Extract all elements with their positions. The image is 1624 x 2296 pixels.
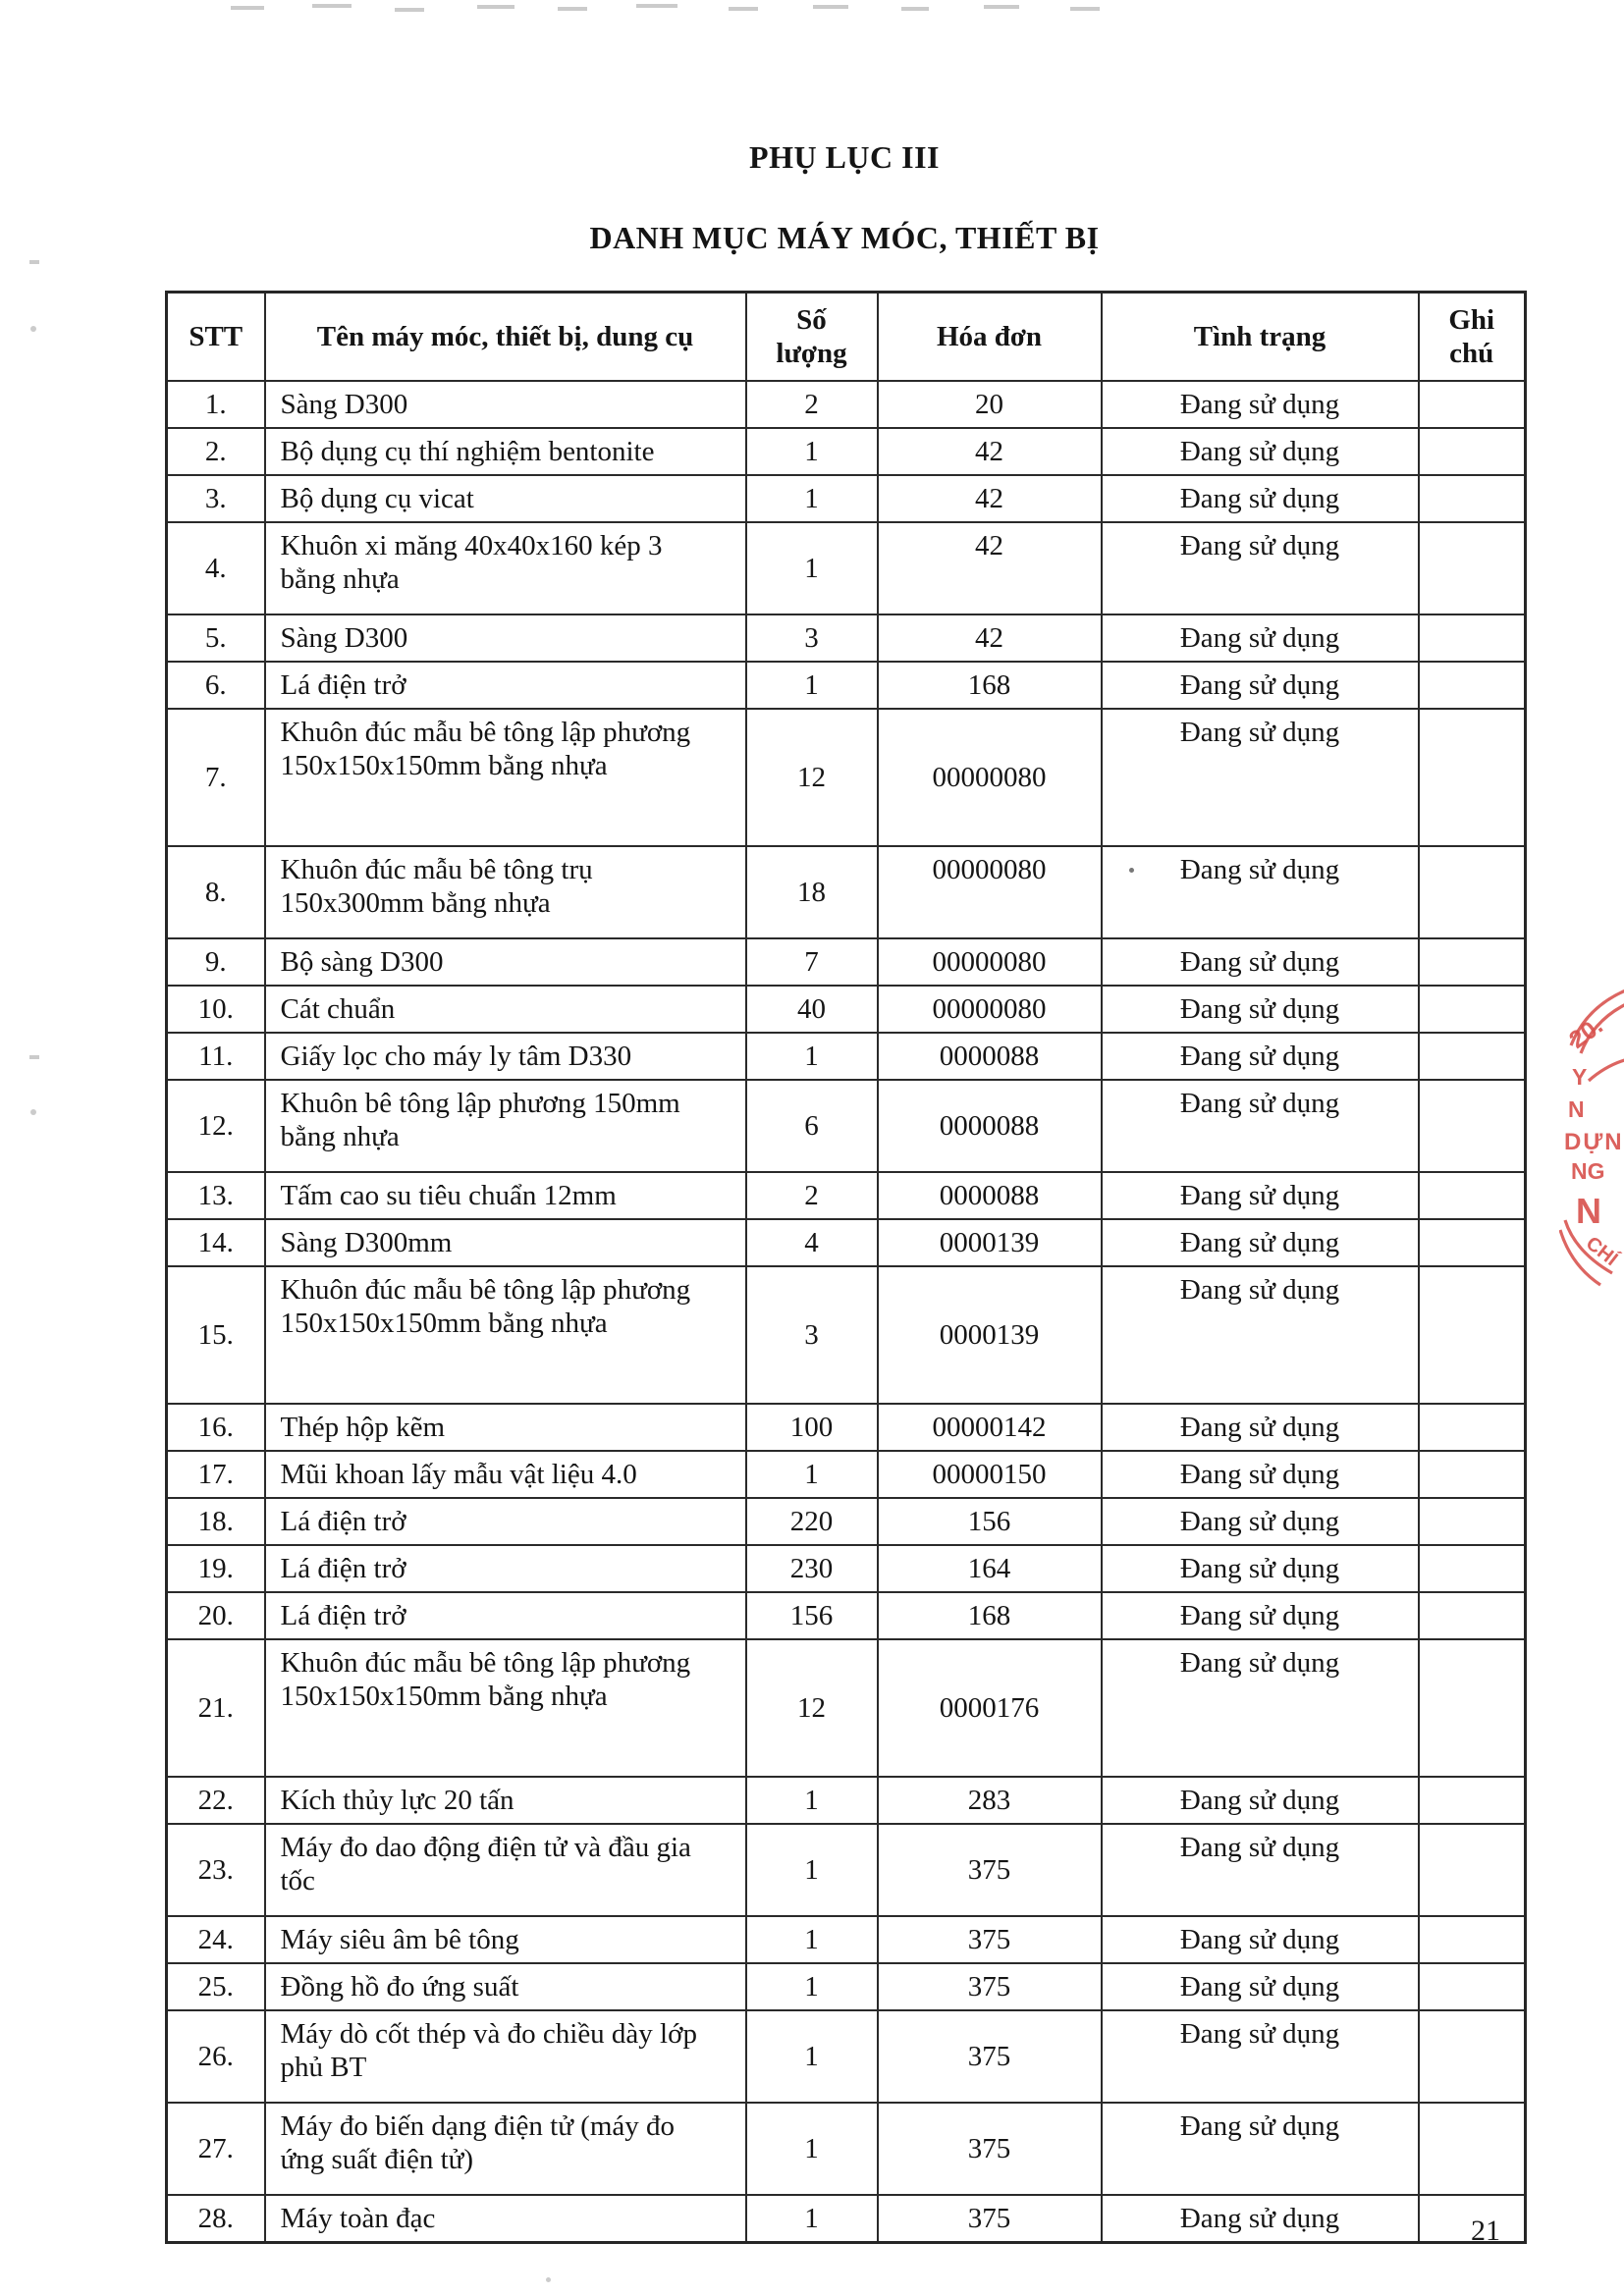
note-value — [1419, 2103, 1526, 2195]
header-name: Tên máy móc, thiết bị, dung cụ — [265, 293, 746, 382]
quantity-value: 3 — [746, 1266, 878, 1404]
invoice-number: 168 — [878, 662, 1102, 709]
note-value — [1419, 1404, 1526, 1451]
status-value: Đang sử dụng — [1102, 1777, 1419, 1824]
status-value: Đang sử dụng — [1102, 1498, 1419, 1545]
status-value: Đang sử dụng — [1102, 986, 1419, 1033]
status-value: Đang sử dụng — [1102, 522, 1419, 614]
stamp-text-line1: Y — [1572, 1064, 1588, 1090]
row-number: 5. — [167, 614, 265, 662]
status-value: Đang sử dụng — [1102, 1080, 1419, 1172]
table-row — [167, 1592, 1526, 1639]
note-value — [1419, 1080, 1526, 1172]
table-row — [167, 614, 1526, 662]
stamp-outer-ring-arc2 — [1581, 1003, 1624, 1053]
note-value — [1419, 381, 1526, 428]
equipment-name: Bộ dụng cụ thí nghiệm bentonite — [265, 428, 746, 475]
status-value: Đang sử dụng — [1102, 1639, 1419, 1777]
invoice-number: 168 — [878, 1592, 1102, 1639]
note-value — [1419, 662, 1526, 709]
quantity-value: 1 — [746, 428, 878, 475]
quantity-value: 1 — [746, 2010, 878, 2103]
status-value: Đang sử dụng — [1102, 2010, 1419, 2103]
quantity-value: 156 — [746, 1592, 878, 1639]
quantity-value: 12 — [746, 709, 878, 846]
quantity-value: 1 — [746, 1963, 878, 2010]
invoice-number: 375 — [878, 2010, 1102, 2103]
quantity-value: 12 — [746, 1639, 878, 1777]
equipment-name: Lá điện trở — [265, 1592, 746, 1639]
status-value: Đang sử dụng — [1102, 1219, 1419, 1266]
header-note-label: Ghi chú — [1448, 304, 1495, 369]
note-value — [1419, 1498, 1526, 1545]
note-value — [1419, 1266, 1526, 1404]
row-number: 7. — [167, 709, 265, 846]
equipment-table — [165, 291, 1527, 2244]
scan-artifact — [813, 5, 848, 9]
stamp-text-line3: DỰN — [1564, 1129, 1624, 1155]
invoice-number: 0000088 — [878, 1033, 1102, 1080]
invoice-number: 164 — [878, 1545, 1102, 1592]
row-number: 16. — [167, 1404, 265, 1451]
row-number: 28. — [167, 2195, 265, 2243]
document-title: DANH MỤC MÁY MÓC, THIẾT BỊ — [589, 220, 1100, 255]
scan-artifact — [984, 5, 1019, 9]
row-number: 12. — [167, 1080, 265, 1172]
status-value: Đang sử dụng — [1102, 381, 1419, 428]
invoice-number: 42 — [878, 475, 1102, 522]
quantity-value: 1 — [746, 2103, 878, 2195]
status-value: Đang sử dụng — [1102, 662, 1419, 709]
header-note — [1419, 293, 1526, 382]
row-number: 13. — [167, 1172, 265, 1219]
scan-artifact — [636, 4, 677, 8]
note-value — [1419, 709, 1526, 846]
status-value: Đang sử dụng — [1102, 2103, 1419, 2195]
equipment-name: Sàng D300 — [265, 614, 746, 662]
quantity-value: 1 — [746, 1824, 878, 1916]
table-row — [167, 381, 1526, 428]
note-value — [1419, 1033, 1526, 1080]
row-number: 4. — [167, 522, 265, 614]
note-value — [1419, 1451, 1526, 1498]
note-value — [1419, 1219, 1526, 1266]
status-value: Đang sử dụng — [1102, 1451, 1419, 1498]
table-row — [167, 1033, 1526, 1080]
invoice-number: 375 — [878, 1916, 1102, 1963]
quantity-value: 1 — [746, 1916, 878, 1963]
status-value: Đang sử dụng — [1102, 1963, 1419, 2010]
equipment-name: Máy siêu âm bê tông — [265, 1916, 746, 1963]
invoice-number: 42 — [878, 522, 1102, 614]
equipment-name: Khuôn xi măng 40x40x160 kép 3 bằng nhựa — [265, 522, 746, 614]
scan-artifact — [30, 326, 36, 332]
equipment-name: Khuôn đúc mẫu bê tông trụ 150x300mm bằng nhựa — [265, 846, 746, 938]
row-number: 9. — [167, 938, 265, 986]
status-value: Đang sử dụng — [1102, 1592, 1419, 1639]
invoice-number: 0000139 — [878, 1266, 1102, 1404]
table-row — [167, 1219, 1526, 1266]
equipment-name: Sàng D300mm — [265, 1219, 746, 1266]
quantity-value: 220 — [746, 1498, 878, 1545]
note-value — [1419, 1592, 1526, 1639]
table-row — [167, 662, 1526, 709]
status-value: Đang sử dụng — [1102, 475, 1419, 522]
invoice-number: 00000080 — [878, 709, 1102, 846]
invoice-number: 0000088 — [878, 1172, 1102, 1219]
row-number: 19. — [167, 1545, 265, 1592]
note-value — [1419, 475, 1526, 522]
row-number: 22. — [167, 1777, 265, 1824]
stamp-bottom-ring-arc — [1565, 1220, 1612, 1273]
stamp-text-line2: N — [1568, 1096, 1585, 1122]
scan-artifact — [1070, 7, 1100, 11]
invoice-number: 375 — [878, 1963, 1102, 2010]
quantity-value: 1 — [746, 1451, 878, 1498]
stamp-initial-text: N — [1576, 1191, 1601, 1231]
equipment-name: Máy dò cốt thép và đo chiều dày lớp phủ BT — [265, 2010, 746, 2103]
equipment-name: Lá điện trở — [265, 1498, 746, 1545]
equipment-name: Lá điện trở — [265, 1545, 746, 1592]
stamp-bottom-ring-arc2 — [1560, 1230, 1600, 1285]
row-number: 25. — [167, 1963, 265, 2010]
stamp-text-line4: NG — [1571, 1158, 1605, 1184]
header-quantity — [746, 293, 878, 382]
table-row — [167, 1777, 1526, 1824]
invoice-number: 0000088 — [878, 1080, 1102, 1172]
equipment-name: Bộ sàng D300 — [265, 938, 746, 986]
status-value: Đang sử dụng — [1102, 1172, 1419, 1219]
equipment-name: Lá điện trở — [265, 662, 746, 709]
row-number: 20. — [167, 1592, 265, 1639]
equipment-name: Máy đo biến dạng điện tử (máy đo ứng suất điện tử) — [265, 2103, 746, 2195]
row-number: 3. — [167, 475, 265, 522]
stamp-arc-text: CHÍ — [1581, 1232, 1622, 1271]
row-number: 26. — [167, 2010, 265, 2103]
invoice-number: 00000080 — [878, 846, 1102, 938]
quantity-value: 7 — [746, 938, 878, 986]
table-header-row — [167, 293, 1526, 382]
invoice-number: 00000080 — [878, 986, 1102, 1033]
scan-artifact — [29, 260, 39, 264]
note-value — [1419, 1963, 1526, 2010]
table-row — [167, 522, 1526, 614]
row-number: 18. — [167, 1498, 265, 1545]
table-row — [167, 1916, 1526, 1963]
equipment-name: Khuôn đúc mẫu bê tông lập phương 150x150x150mm bằng nhựa — [265, 1266, 746, 1404]
note-value — [1419, 986, 1526, 1033]
scan-artifact — [729, 7, 758, 11]
table-row — [167, 1172, 1526, 1219]
scan-artifact — [558, 7, 587, 11]
note-value — [1419, 614, 1526, 662]
table-row — [167, 938, 1526, 986]
row-number: 21. — [167, 1639, 265, 1777]
status-value: Đang sử dụng — [1102, 846, 1419, 938]
status-value: Đang sử dụng — [1102, 2195, 1419, 2243]
header-quantity-label: Số lượng — [776, 304, 847, 369]
equipment-name: Cát chuẩn — [265, 986, 746, 1033]
status-value: Đang sử dụng — [1102, 614, 1419, 662]
row-number: 17. — [167, 1451, 265, 1498]
note-value — [1419, 1172, 1526, 1219]
invoice-number: 00000142 — [878, 1404, 1102, 1451]
row-number: 15. — [167, 1266, 265, 1404]
invoice-number: 0000139 — [878, 1219, 1102, 1266]
invoice-number: 42 — [878, 614, 1102, 662]
scan-artifact — [477, 5, 514, 9]
note-value — [1419, 846, 1526, 938]
quantity-value: 230 — [746, 1545, 878, 1592]
quantity-value: 40 — [746, 986, 878, 1033]
note-value — [1419, 1916, 1526, 1963]
table-row — [167, 1963, 1526, 2010]
equipment-name: Sàng D300 — [265, 381, 746, 428]
row-number: 14. — [167, 1219, 265, 1266]
status-value: Đang sử dụng — [1102, 938, 1419, 986]
invoice-number: 00000080 — [878, 938, 1102, 986]
invoice-number: 375 — [878, 2195, 1102, 2243]
row-number: 11. — [167, 1033, 265, 1080]
quantity-value: 1 — [746, 662, 878, 709]
table-row — [167, 1545, 1526, 1592]
note-value — [1419, 522, 1526, 614]
note-value — [1419, 428, 1526, 475]
note-value — [1419, 938, 1526, 986]
status-value: Đang sử dụng — [1102, 709, 1419, 846]
note-value — [1419, 1777, 1526, 1824]
invoice-number: 375 — [878, 1824, 1102, 1916]
row-number: 2. — [167, 428, 265, 475]
status-value: Đang sử dụng — [1102, 1404, 1419, 1451]
equipment-name: Khuôn bê tông lập phương 150mm bằng nhựa — [265, 1080, 746, 1172]
note-value — [1419, 2010, 1526, 2103]
row-number: 8. — [167, 846, 265, 938]
scan-artifact — [546, 2277, 551, 2282]
equipment-name: Máy đo dao động điện tử và đầu gia tốc — [265, 1824, 746, 1916]
row-number: 24. — [167, 1916, 265, 1963]
equipment-name: Kích thủy lực 20 tấn — [265, 1777, 746, 1824]
scan-artifact — [30, 1109, 36, 1115]
invoice-number: 20 — [878, 381, 1102, 428]
table-row — [167, 428, 1526, 475]
row-number: 1. — [167, 381, 265, 428]
scan-artifact — [29, 1055, 39, 1059]
note-value — [1419, 1824, 1526, 1916]
table-row — [167, 2103, 1526, 2195]
quantity-value: 2 — [746, 381, 878, 428]
header-stt: STT — [167, 293, 265, 382]
equipment-name: Máy toàn đạc — [265, 2195, 746, 2243]
row-number: 10. — [167, 986, 265, 1033]
table-row — [167, 1266, 1526, 1404]
equipment-name: Đồng hồ đo ứng suất — [265, 1963, 746, 2010]
quantity-value: 1 — [746, 1033, 878, 1080]
note-value — [1419, 1639, 1526, 1777]
quantity-value: 1 — [746, 522, 878, 614]
quantity-value: 2 — [746, 1172, 878, 1219]
equipment-name: Giấy lọc cho máy ly tâm D330 — [265, 1033, 746, 1080]
status-value: Đang sử dụng — [1102, 1916, 1419, 1963]
table-row — [167, 2010, 1526, 2103]
row-number: 27. — [167, 2103, 265, 2195]
status-value: Đang sử dụng — [1102, 428, 1419, 475]
stamp-date-text: 20. — [1564, 1011, 1608, 1054]
table-row — [167, 1639, 1526, 1777]
note-value — [1419, 1545, 1526, 1592]
quantity-value: 4 — [746, 1219, 878, 1266]
table-row — [167, 986, 1526, 1033]
table-row — [167, 1451, 1526, 1498]
scan-artifact — [395, 8, 424, 12]
scan-artifact — [231, 6, 264, 10]
page-number: 21 — [1471, 2215, 1500, 2247]
table-row — [167, 475, 1526, 522]
status-value: Đang sử dụng — [1102, 1266, 1419, 1404]
quantity-value: 1 — [746, 1777, 878, 1824]
status-value: Đang sử dụng — [1102, 1545, 1419, 1592]
quantity-value: 6 — [746, 1080, 878, 1172]
table-row — [167, 1498, 1526, 1545]
table-row — [167, 709, 1526, 846]
stamp-outer-ring-arc — [1571, 989, 1624, 1045]
status-value: Đang sử dụng — [1102, 1824, 1419, 1916]
invoice-number: 42 — [878, 428, 1102, 475]
table-row — [167, 1080, 1526, 1172]
header-status: Tình trạng — [1102, 293, 1419, 382]
quantity-value: 1 — [746, 475, 878, 522]
equipment-name: Khuôn đúc mẫu bê tông lập phương 150x150x150mm bằng nhựa — [265, 1639, 746, 1777]
stamp-inner-ring-arc — [1589, 1059, 1624, 1081]
quantity-value: 1 — [746, 2195, 878, 2243]
invoice-number: 156 — [878, 1498, 1102, 1545]
invoice-number: 0000176 — [878, 1639, 1102, 1777]
equipment-name: Tấm cao su tiêu chuẩn 12mm — [265, 1172, 746, 1219]
invoice-number: 00000150 — [878, 1451, 1102, 1498]
invoice-number: 375 — [878, 2103, 1102, 2195]
scan-artifact — [901, 7, 929, 11]
quantity-value: 100 — [746, 1404, 878, 1451]
header-invoice: Hóa đơn — [878, 293, 1102, 382]
row-number: 23. — [167, 1824, 265, 1916]
row-number: 6. — [167, 662, 265, 709]
equipment-table-body — [167, 381, 1526, 2243]
equipment-name: Khuôn đúc mẫu bê tông lập phương 150x150x150mm bằng nhựa — [265, 709, 746, 846]
quantity-value: 3 — [746, 614, 878, 662]
table-row — [167, 1404, 1526, 1451]
equipment-name: Bộ dụng cụ vicat — [265, 475, 746, 522]
scan-artifact — [312, 4, 352, 8]
appendix-title: PHỤ LỤC III — [749, 139, 940, 175]
quantity-value: 18 — [746, 846, 878, 938]
invoice-number: 283 — [878, 1777, 1102, 1824]
status-value: Đang sử dụng — [1102, 1033, 1419, 1080]
table-row — [167, 846, 1526, 938]
stamp-fragment — [1559, 985, 1624, 1289]
equipment-name: Mũi khoan lấy mẫu vật liệu 4.0 — [265, 1451, 746, 1498]
table-row — [167, 2195, 1526, 2243]
equipment-name: Thép hộp kẽm — [265, 1404, 746, 1451]
table-row — [167, 1824, 1526, 1916]
